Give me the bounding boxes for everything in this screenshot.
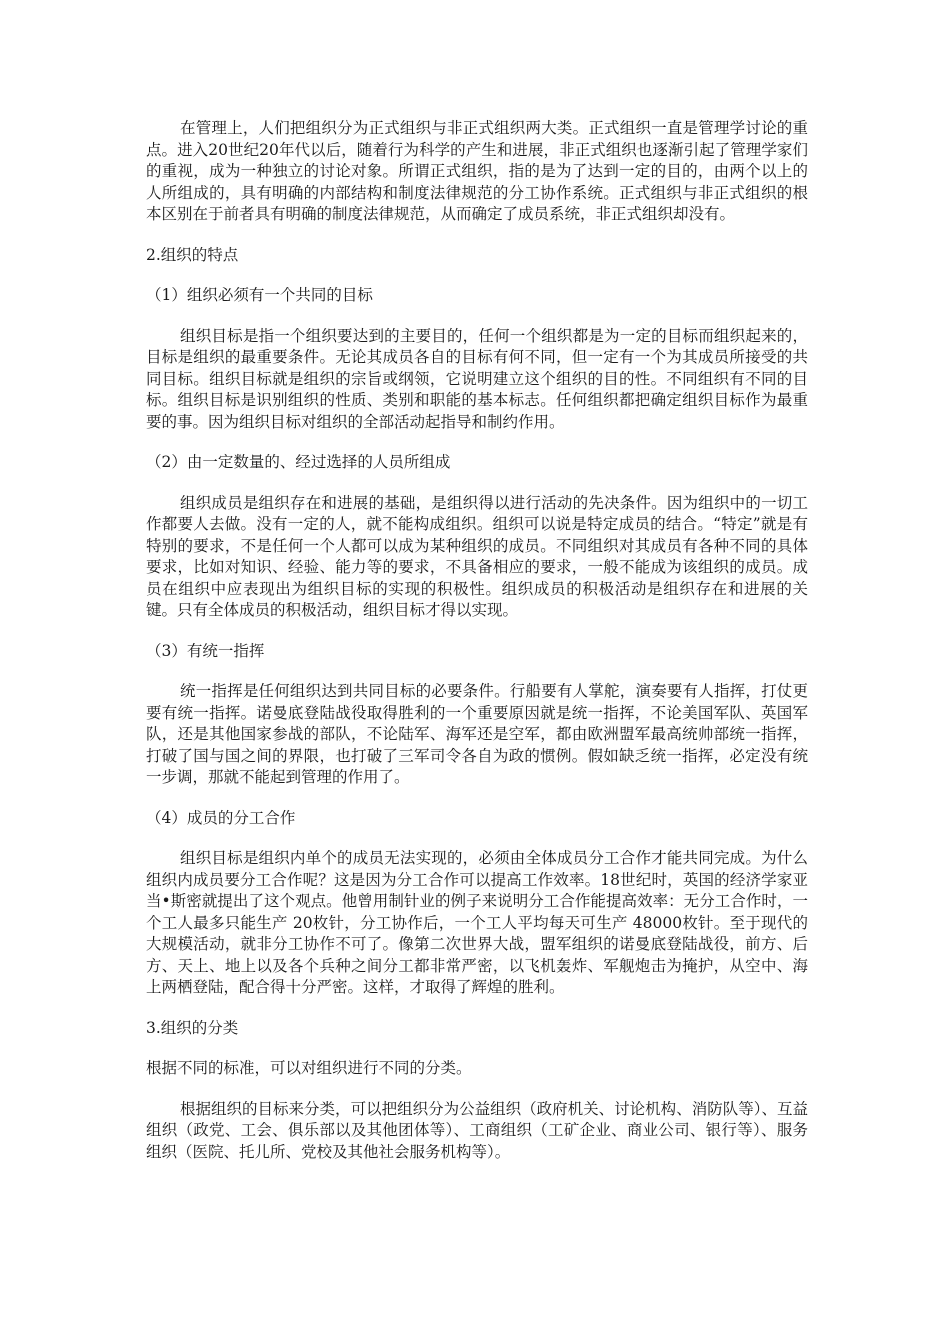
paragraph-classification-by-goal: 根据组织的目标来分类，可以把组织分为公益组织（政府机关、讨论机构、消防队等）、互益组织（政党、工会、俱乐部以及其他团体等）、工商组织（工矿企业、商业公司、银行等）、服务组织（医院、托儿所、党校及其他社会服务机构等）。 [146,1099,808,1161]
subheading-members: （2）由一定数量的、经过选择的人员所组成 [146,453,451,471]
paragraph-members: 组织成员是组织存在和进展的基础，是组织得以进行活动的先决条件。因为组织中的一切工作都要人去做。没有一定的人，就不能构成组织。组织可以说是特定成员的结合。“特定”就是有特别的要求，不是任何一个人都可以成为某种组织的成员。不同组织对其成员有各种不同的具体要求，比如对知识、经验、能力等的要求，不具备相应的要求，一般不能成为该组织的成员。成员在组织中应表现出为组织目标的实现的积极性。组织成员的积极活动是组织存在和进展的关键。只有全体成员的积极活动，组织目标才得以实现。 [146,493,808,619]
subheading-common-goal: （1）组织必须有一个共同的目标 [146,286,373,304]
paragraph-classification-intro: 根据不同的标准，可以对组织进行不同的分类。 [146,1059,472,1077]
paragraph-formal-informal: 在管理上，人们把组织分为正式组织与非正式组织两大类。正式组织一直是管理学讨论的重点。进入20世纪20年代以后，随着行为科学的产生和进展，非正式组织也逐渐引起了管理学家们的重视，成为一种独立的讨论对象。所谓正式组织，指的是为了达到一定的目的，由两个以上的人所组成的，具有明确的内部结构和制度法律规范的分工协作系统。正式组织与非正式组织的根本区别在于前者具有明确的制度法律规范，从而确定了成员系统，非正式组织却没有。 [146,119,808,223]
section-heading-classification: 3.组织的分类 [146,1018,239,1037]
subheading-unified-command: （3）有统一指挥 [146,641,265,660]
paragraph-unified-command: 统一指挥是任何组织达到共同目标的必要条件。行船要有人掌舵，演奏要有人指挥，打仗更要有统一指挥。诺曼底登陆战役取得胜利的一个重要原因就是统一指挥，不论美国军队、英国军队，还是其他国家参战的部队，不论陆军、海军还是空军，都由欧洲盟军最高统帅部统一指挥，打破了国与国之间的界限，也打破了三军司令各自为政的惯例。假如缺乏统一指挥，必定没有统一步调，那就不能起到管理的作用了。 [146,682,808,786]
paragraph-division-of-labor: 组织目标是组织内单个的成员无法实现的，必须由全体成员分工合作才能共同完成。为什么组织内成员要分工合作呢？这是因为分工合作可以提高工作效率。18世纪时，英国的经济学家亚当•斯密就提出了这个观点。他曾用制针业的例子来说明分工合作能提高效率：无分工合作时，一个工人最多只能生产 20枚针，分工协作后，一个工人平均每天可生产 48000枚针。至于现代的大规模活动，就非分工协作不可了。像第二次世界大战，盟军组织的诺曼底登陆战役，前方、后方、天上、地上以及各个兵种之间分工都非常严密，以飞机轰炸、军舰炮击为掩护，从空中、海上两栖登陆，配合得十分严密。这样，才取得了辉煌的胜利。 [146,849,808,996]
paragraph-common-goal: 组织目标是指一个组织要达到的主要目的，任何一个组织都是为一定的目标而组织起来的，目标是组织的最重要条件。无论其成员各自的目标有何不同，但一定有一个为其成员所接受的共同目标。组织目标就是组织的宗旨或纲领，它说明建立这个组织的目的性。不同组织有不同的目标。组织目标是识别组织的性质、类别和职能的基本标志。任何组织都把确定组织目标作为最重要的事。因为组织目标对组织的全部活动起指导和制约作用。 [146,326,808,431]
document-body [146,118,808,1182]
section-heading-features: 2.组织的特点 [146,245,239,264]
subheading-division-of-labor: （4）成员的分工合作 [146,808,296,827]
